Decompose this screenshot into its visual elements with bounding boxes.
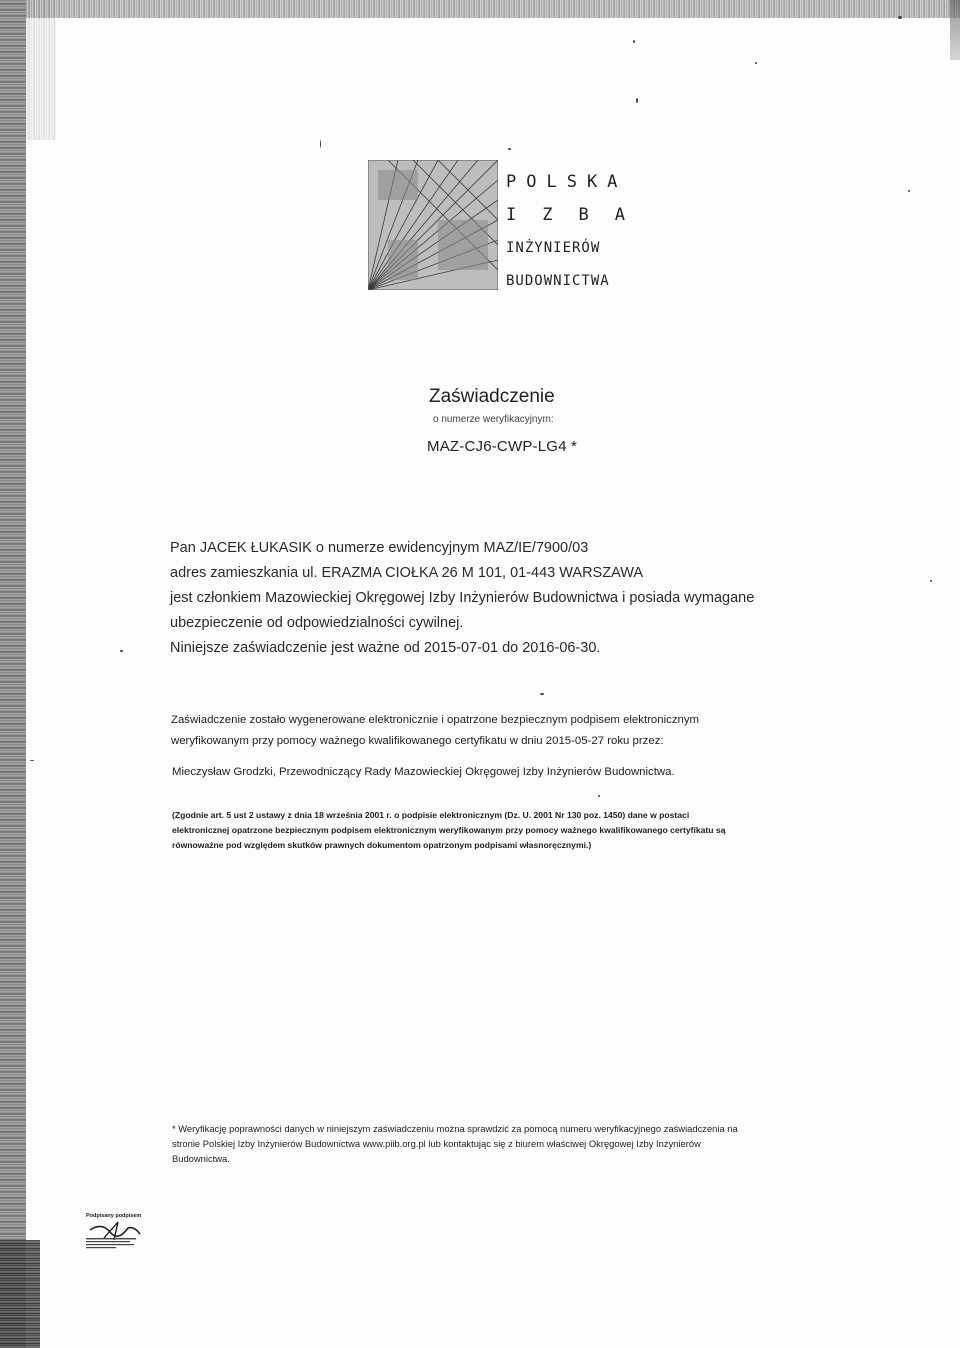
footnote-line: * Weryfikację poprawności danych w niniejszym zaświadczeniu można sprawdzić za pomocą numeru weryfikacyjnego zaświadczenia na bbox=[172, 1123, 738, 1134]
certificate-body bbox=[170, 536, 850, 661]
certificate-number: MAZ-CJ6-CWP-LG4 * bbox=[427, 438, 578, 455]
logo-line-2: IZBA bbox=[506, 205, 651, 225]
certificate-title: Zaświadczenie bbox=[429, 386, 555, 407]
logo-line-3: INŻYNIERÓW bbox=[506, 240, 601, 256]
body-line-member: Pan JACEK ŁUKASIK o numerze ewidencyjnym MAZ/IE/7900/03 bbox=[170, 540, 589, 556]
scan-edge-top bbox=[26, 0, 960, 18]
legal-note bbox=[172, 808, 852, 853]
footnote-line: stronie Polskiej Izby Inżynierów Budownictwa www.piib.org.pl lub kontaktując się z biurem właściwej Okręgowej Izby Inżynierów bbox=[172, 1138, 701, 1149]
logo-line-4: BUDOWNICTWA bbox=[506, 273, 610, 289]
scan-noise-top-left bbox=[26, 0, 56, 140]
scan-edge-bottom-left bbox=[0, 1240, 40, 1348]
legal-line: elektronicznej opatrzone bezpiecznym podpisem elektronicznym weryfikowanym przy pomocy ważnego kwalifikowanego certyfikatu są bbox=[172, 825, 726, 835]
body-line-insurance: ubezpieczenie od odpowiedzialności cywilnej. bbox=[170, 615, 464, 631]
certificate-subtitle: o numerze weryfikacyjnym: bbox=[433, 414, 554, 425]
generation-line: weryfikowanym przy pomocy ważnego kwalifikowanego certyfikatu w dniu 2015-05-27 roku przez: bbox=[171, 735, 664, 747]
scan-edge-left bbox=[0, 0, 26, 1348]
generation-line: Zaświadczenie zostało wygenerowane elektronicznie i opatrzone bezpiecznym podpisem elektronicznym bbox=[171, 714, 700, 726]
signer-name: Mieczysław Grodzki, Przewodniczący Rady Mazowieckiej Okręgowej Izby Inżynierów Budownictwa. bbox=[172, 766, 675, 778]
generation-info bbox=[171, 710, 851, 752]
footnote bbox=[172, 1121, 852, 1166]
logo-diagonal-lines-icon bbox=[368, 160, 498, 290]
legal-line: (Zgodnie art. 5 ust 2 ustawy z dnia 18 września 2001 r. o podpisie elektronicznym (Dz. U. 2001 Nr 130 poz. 1450) dane w postaci bbox=[172, 810, 690, 820]
signature-stamp bbox=[84, 1208, 146, 1250]
legal-line: równoważne pod względem skutków prawnych dokumentom opatrzonym podpisami własnoręcznymi.) bbox=[172, 840, 592, 850]
body-line-validity: Niniejsze zaświadczenie jest ważne od 2015-07-01 do 2016-06-30. bbox=[170, 640, 601, 656]
body-line-address: adres zamieszkania ul. ERAZMA CIOŁKA 26 M 101, 01-443 WARSZAWA bbox=[170, 565, 644, 581]
body-line-membership: jest członkiem Mazowieckiej Okręgowej Izby Inżynierów Budownictwa i posiada wymagane bbox=[170, 590, 755, 606]
footnote-line: Budownictwa. bbox=[172, 1153, 230, 1164]
scan-edge-right bbox=[950, 0, 960, 60]
logo-line-1: POLSKA bbox=[506, 172, 628, 192]
stamp-label: Podpisany podpisem bbox=[86, 1213, 142, 1219]
logo-wordmark bbox=[506, 168, 651, 300]
